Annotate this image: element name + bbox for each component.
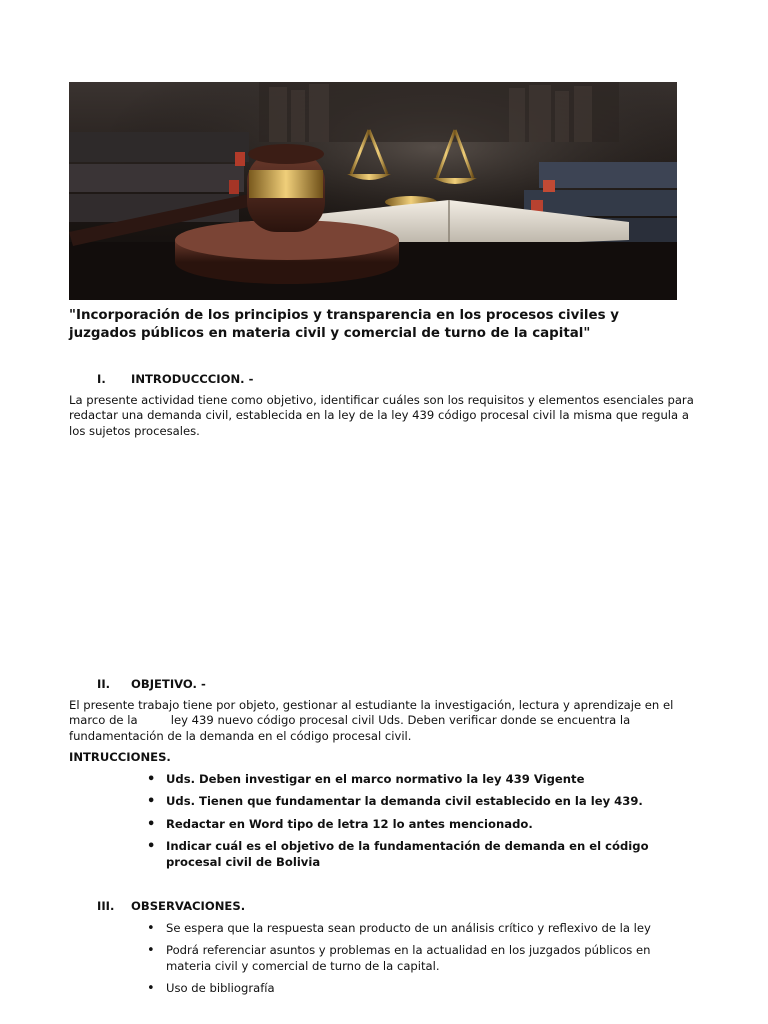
section-heading-observaciones (97, 899, 245, 913)
list-item: • Se espera que la respuesta sean producto de un análisis crítico y reflexivo de la ley (145, 921, 675, 936)
section-number: III. (97, 899, 115, 913)
list-item: • Uds. Tienen que fundamentar la demanda civil establecido en la ley 439. (145, 794, 675, 809)
section-heading-introduccion (97, 372, 253, 386)
hero-image (69, 82, 677, 300)
section-title: INTRODUCCCION. - (131, 372, 254, 386)
section-number: I. (97, 372, 106, 386)
objetivo-paragraph: El presente trabajo tiene por objeto, gestionar al estudiante la investigación, lectura y aprendizaje en el marco de la ley 439 nuevo código procesal civil Uds. Deben verificar donde se encuentra la fundamentación de la demanda en el código procesal civil. (69, 698, 678, 743)
instrucciones-heading: INTRUCCIONES. (69, 750, 171, 764)
list-item: • Uso de bibliografía (145, 981, 675, 996)
list-item: • Podrá referenciar asuntos y problemas en la actualidad en los juzgados públicos en materia civil y comercial de turno de la capital. (145, 943, 675, 974)
document-title: "Incorporación de los principios y transparencia en los procesos civiles y juzgados públicos en materia civil y comercial de turno de la capital" (69, 308, 619, 341)
intro-paragraph: La presente actividad tiene como objetivo, identificar cuáles son los requisitos y elementos esenciales para redactar una demanda civil, establecida en la ley de la ley 439 código procesal civil la misma que regula a los sujetos procesales. (69, 393, 694, 438)
observaciones-list (145, 921, 675, 1004)
list-item: • Indicar cuál es el objetivo de la fundamentación de demanda en el código procesal civil de Bolivia (145, 839, 675, 870)
instrucciones-list (145, 772, 675, 877)
section-title: OBJETIVO. - (131, 677, 206, 691)
section-title: OBSERVACIONES. (131, 899, 246, 913)
section-heading-objetivo (97, 677, 206, 691)
section-number: II. (97, 677, 111, 691)
list-item: • Redactar en Word tipo de letra 12 lo antes mencionado. (145, 817, 675, 832)
list-item: • Uds. Deben investigar en el marco normativo la ley 439 Vigente (145, 772, 675, 787)
